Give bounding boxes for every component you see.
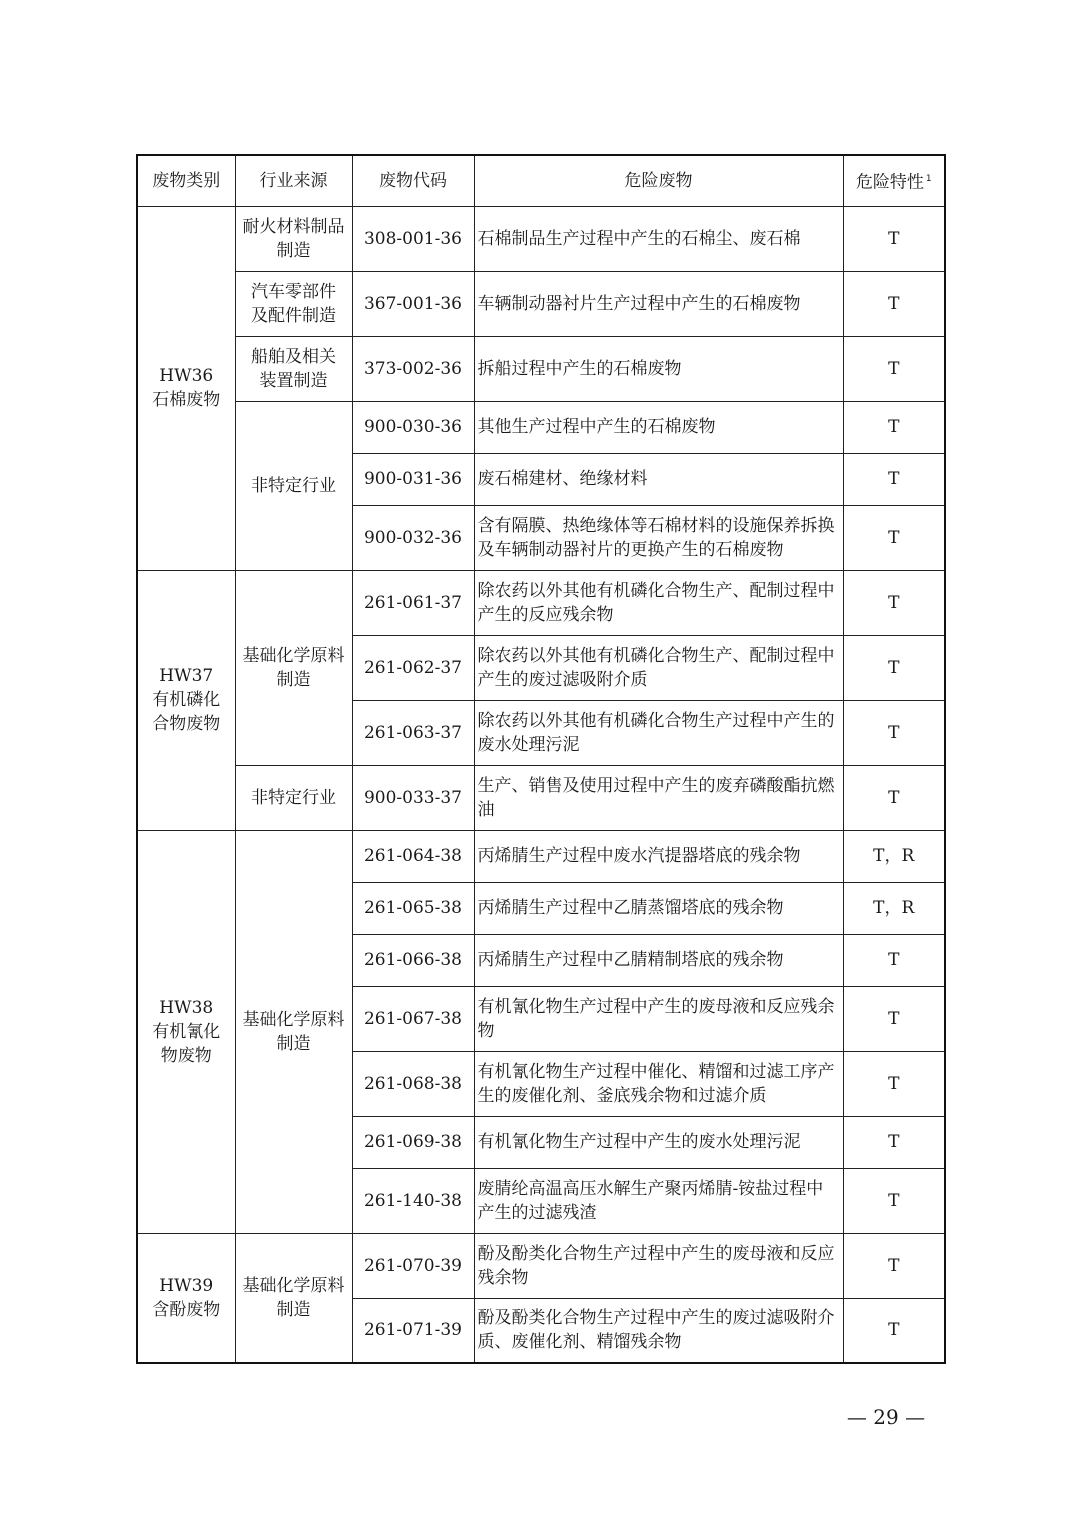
waste-cell: 生产、销售及使用过程中产生的废弃磷酸酯抗燃油 [474,765,843,830]
code-cell: 261-061-37 [352,570,474,635]
waste-cell: 除农药以外其他有机磷化合物生产、配制过程中产生的反应残余物 [474,570,843,635]
waste-cell: 丙烯腈生产过程中乙腈蒸馏塔底的残余物 [474,882,843,934]
code-cell: 900-032-36 [352,505,474,570]
hazard-cell: T [843,336,945,401]
code-cell: 261-140-38 [352,1168,474,1233]
waste-cell: 除农药以外其他有机磷化合物生产、配制过程中产生的废过滤吸附介质 [474,635,843,700]
hazard-cell: T [843,271,945,336]
header-industry: 行业来源 [235,155,352,206]
industry-cell: 基础化学原料 制造 [235,1233,352,1363]
code-cell: 261-065-38 [352,882,474,934]
hazard-cell: T，R [843,830,945,882]
header-hazard-label: 危险特性 [855,172,924,193]
hazard-cell: T [843,1051,945,1116]
table-row [137,336,945,401]
header-hazard-footnote: 1 [925,173,932,184]
industry-cell: 耐火材料制品 制造 [235,206,352,271]
hazard-cell: T [843,206,945,271]
waste-cell: 废腈纶高温高压水解生产聚丙烯腈-铵盐过程中产生的过滤残渣 [474,1168,843,1233]
table-row [137,1233,945,1298]
hazard-cell: T [843,700,945,765]
table-row [137,570,945,635]
hazard-cell: T [843,1298,945,1363]
table-row [137,401,945,453]
header-hazard [843,155,945,206]
category-cell: HW39 含酚废物 [137,1233,235,1363]
hazard-cell: T [843,453,945,505]
header-category: 废物类别 [137,155,235,206]
header-code: 废物代码 [352,155,474,206]
code-cell: 261-063-37 [352,700,474,765]
code-cell: 261-067-38 [352,986,474,1051]
industry-cell: 汽车零部件 及配件制造 [235,271,352,336]
code-cell: 308-001-36 [352,206,474,271]
header-waste: 危险废物 [474,155,843,206]
table-row [137,765,945,830]
waste-cell: 拆船过程中产生的石棉废物 [474,336,843,401]
code-cell: 261-066-38 [352,934,474,986]
waste-cell: 有机氰化物生产过程中产生的废水处理污泥 [474,1116,843,1168]
code-cell: 261-069-38 [352,1116,474,1168]
waste-cell: 车辆制动器衬片生产过程中产生的石棉废物 [474,271,843,336]
code-cell: 261-062-37 [352,635,474,700]
industry-cell: 基础化学原料 制造 [235,830,352,1233]
table-row [137,271,945,336]
hazard-cell: T [843,934,945,986]
waste-cell: 有机氰化物生产过程中产生的废母液和反应残余物 [474,986,843,1051]
industry-cell: 船舶及相关 装置制造 [235,336,352,401]
code-cell: 261-070-39 [352,1233,474,1298]
category-cell: HW37 有机磷化 合物废物 [137,570,235,830]
code-cell: 900-030-36 [352,401,474,453]
table-row [137,206,945,271]
code-cell: 367-001-36 [352,271,474,336]
code-cell: 900-033-37 [352,765,474,830]
waste-cell: 含有隔膜、热绝缘体等石棉材料的设施保养拆换及车辆制动器衬片的更换产生的石棉废物 [474,505,843,570]
hazardous-waste-table [136,154,946,1364]
hazard-cell: T [843,1116,945,1168]
waste-cell: 有机氰化物生产过程中催化、精馏和过滤工序产生的废催化剂、釜底残余物和过滤介质 [474,1051,843,1116]
hazard-cell: T [843,986,945,1051]
hazard-cell: T [843,635,945,700]
hazard-cell: T [843,570,945,635]
hazard-cell: T [843,765,945,830]
hazard-cell: T [843,401,945,453]
hazard-cell: T [843,505,945,570]
code-cell: 261-064-38 [352,830,474,882]
waste-cell: 废石棉建材、绝缘材料 [474,453,843,505]
industry-cell: 基础化学原料 制造 [235,570,352,765]
waste-cell: 除农药以外其他有机磷化合物生产过程中产生的废水处理污泥 [474,700,843,765]
category-cell: HW36 石棉废物 [137,206,235,570]
waste-cell: 丙烯腈生产过程中废水汽提器塔底的残余物 [474,830,843,882]
category-cell: HW38 有机氰化 物废物 [137,830,235,1233]
hazard-cell: T [843,1233,945,1298]
waste-cell: 石棉制品生产过程中产生的石棉尘、废石棉 [474,206,843,271]
code-cell: 261-068-38 [352,1051,474,1116]
hazard-cell: T，R [843,882,945,934]
table-row [137,830,945,882]
hazard-cell: T [843,1168,945,1233]
table-header-row [137,155,945,206]
code-cell: 900-031-36 [352,453,474,505]
waste-cell: 酚及酚类化合物生产过程中产生的废母液和反应残余物 [474,1233,843,1298]
waste-cell: 其他生产过程中产生的石棉废物 [474,401,843,453]
code-cell: 373-002-36 [352,336,474,401]
waste-cell: 丙烯腈生产过程中乙腈精制塔底的残余物 [474,934,843,986]
industry-cell: 非特定行业 [235,401,352,570]
industry-cell: 非特定行业 [235,765,352,830]
code-cell: 261-071-39 [352,1298,474,1363]
waste-cell: 酚及酚类化合物生产过程中产生的废过滤吸附介质、废催化剂、精馏残余物 [474,1298,843,1363]
page-number: — 29 — [846,1405,926,1429]
